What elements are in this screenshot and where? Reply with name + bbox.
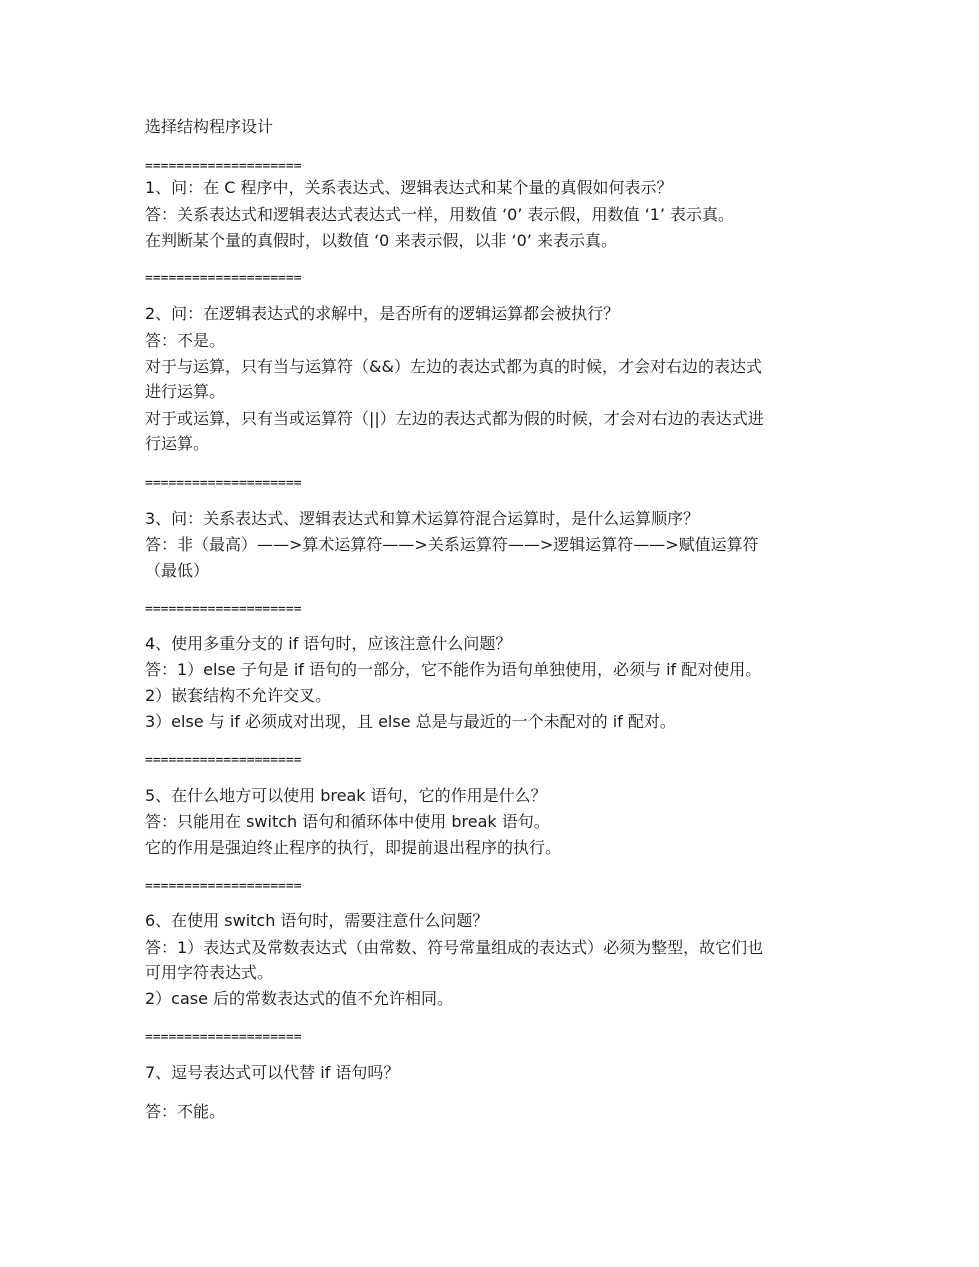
separator: ==================== bbox=[145, 753, 302, 768]
separator: ==================== bbox=[145, 476, 302, 491]
question-7: 7、逗号表达式可以代替 if 语句吗？ bbox=[145, 1063, 400, 1082]
answer-7-line-1: 答：不能。 bbox=[145, 1102, 226, 1121]
answer-6-line-3: 2）case 后的常数表达式的值不允许相同。 bbox=[145, 989, 454, 1008]
document-title: 选择结构程序设计 bbox=[145, 117, 274, 136]
answer-1-line-1: 答：关系表达式和逻辑表达式表达式一样，用数值 ‘0’ 表示假，用数值 ‘1’ 表示真。 bbox=[145, 205, 735, 224]
answer-2-line-2: 对于与运算，只有当与运算符（&&）左边的表达式都为真的时候，才会对右边的表达式 bbox=[145, 357, 762, 376]
answer-3-line-2: （最低） bbox=[145, 561, 210, 580]
answer-4-line-2: 2）嵌套结构不允许交叉。 bbox=[145, 686, 332, 705]
separator: ==================== bbox=[145, 271, 302, 286]
question-6: 6、在使用 switch 语句时，需要注意什么问题？ bbox=[145, 911, 489, 930]
document-page bbox=[145, 0, 845, 1267]
separator: ==================== bbox=[145, 602, 302, 617]
answer-6-line-2: 可用字符表达式。 bbox=[145, 963, 274, 982]
separator: ==================== bbox=[145, 1030, 302, 1045]
answer-4-line-1: 答：1）else 子句是 if 语句的一部分，它不能作为语句单独使用，必须与 if 配对使用。 bbox=[145, 660, 762, 679]
answer-5-line-2: 它的作用是强迫终止程序的执行，即提前退出程序的执行。 bbox=[145, 838, 562, 857]
answer-4-line-3: 3）else 与 if 必须成对出现，且 else 总是与最近的一个未配对的 if 配对。 bbox=[145, 712, 676, 731]
question-1: 1、问：在 C 程序中，关系表达式、逻辑表达式和某个量的真假如何表示？ bbox=[145, 178, 673, 197]
answer-1-line-2: 在判断某个量的真假时，以数值 ‘0 来表示假，以非 ‘0’ 来表示真。 bbox=[145, 231, 617, 250]
question-5: 5、在什么地方可以使用 break 语句，它的作用是什么？ bbox=[145, 786, 547, 805]
answer-5-line-1: 答：只能用在 switch 语句和循环体中使用 break 语句。 bbox=[145, 812, 550, 831]
question-2: 2、问：在逻辑表达式的求解中，是否所有的逻辑运算都会被执行？ bbox=[145, 304, 620, 323]
answer-6-line-1: 答：1）表达式及常数表达式（由常数、符号常量组成的表达式）必须为整型，故它们也 bbox=[145, 938, 764, 957]
separator: ==================== bbox=[145, 879, 302, 894]
separator: ==================== bbox=[145, 159, 302, 174]
answer-2-line-3: 进行运算。 bbox=[145, 382, 226, 401]
answer-2-line-4: 对于或运算，只有当或运算符（||）左边的表达式都为假的时候，才会对右边的表达式进 bbox=[145, 409, 764, 428]
answer-3-line-1: 答：非（最高）——>算术运算符——>关系运算符——>逻辑运算符——>赋值运算符 bbox=[145, 535, 759, 554]
answer-2-line-5: 行运算。 bbox=[145, 434, 210, 453]
answer-2-line-1: 答：不是。 bbox=[145, 331, 226, 350]
question-3: 3、问：关系表达式、逻辑表达式和算术运算符混合运算时，是什么运算顺序？ bbox=[145, 509, 700, 528]
question-4: 4、使用多重分支的 if 语句时，应该注意什么问题？ bbox=[145, 634, 512, 653]
